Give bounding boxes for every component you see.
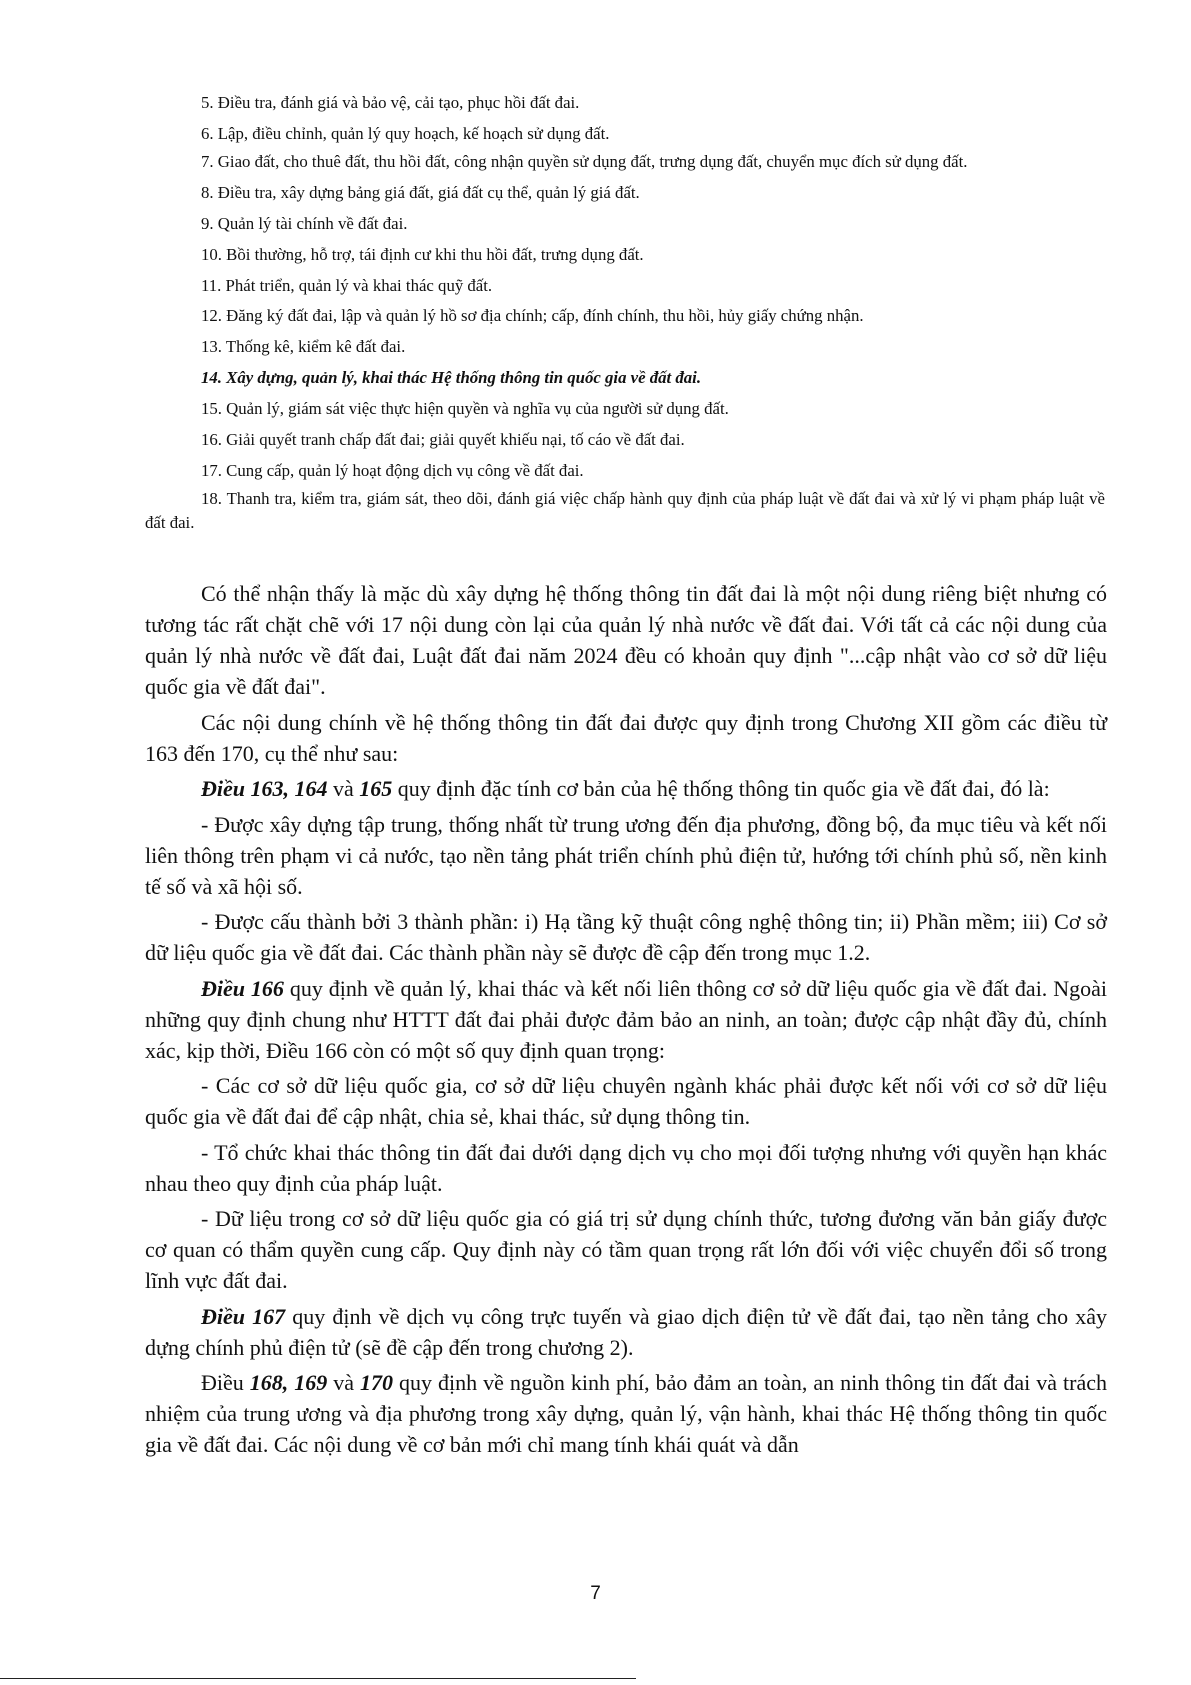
paragraph: Điều 163, 164 và 165 quy định đặc tính cơ bản của hệ thống thông tin quốc gia về đất đai, đó là: — [201, 776, 1050, 801]
article-ref: Điều 167 — [201, 1303, 286, 1329]
list-item-highlighted: 14. Xây dựng, quản lý, khai thác Hệ thống thông tin quốc gia về đất đai. — [201, 368, 702, 388]
list-item: 10. Bồi thường, hỗ trợ, tái định cư khi thu hồi đất, trưng dụng đất. — [201, 244, 644, 264]
paragraph: - Được cấu thành bởi 3 thành phần: i) Hạ tầng kỹ thuật công nghệ thông tin; ii) Phần mềm; iii) Cơ sở dữ liệu quốc gia về đất đai. Các thành phần này sẽ được đề cập đến trong mục 1.2. — [145, 909, 1107, 965]
paragraph: Điều 167 quy định về dịch vụ công trực tuyến và giao dịch điện tử về đất đai, tạo nền tảng cho xây dựng chính phủ điện tử (sẽ đề cập đến trong chương 2). — [145, 1303, 1107, 1360]
list-item: 12. Đăng ký đất đai, lập và quản lý hồ sơ địa chính; cấp, đính chính, thu hồi, hủy giấy chứng nhận. — [201, 306, 864, 326]
article-ref: 165 — [359, 776, 393, 801]
paragraph: Điều 166 quy định về quản lý, khai thác và kết nối liên thông cơ sở dữ liệu quốc gia về đất đai. Ngoài những quy định chung như HTTT đất đai phải được đảm bảo an ninh, an toàn; được cập nhật đầy đủ, chính xác, kịp thời, Điều 166 còn có một số quy định quan trọng: — [145, 975, 1108, 1063]
paragraph: - Được xây dựng tập trung, thống nhất từ trung ương đến địa phương, đồng bộ, đa mục tiêu và kết nối liên thông trên phạm vi cả nước, tạo nền tảng phát triển chính phủ điện tử, hướng tới chính phủ số, nền kinh tế số và xã hội số. — [145, 811, 1107, 899]
paragraph: - Dữ liệu trong cơ sở dữ liệu quốc gia có giá trị sử dụng chính thức, tương đương văn bản giấy được cơ quan có thẩm quyền cung cấp. Quy định này có tầm quan trọng rất lớn đối với việc chuyển đổi số trong lĩnh vực đất đai. — [145, 1206, 1107, 1293]
list-item: 17. Cung cấp, quản lý hoạt động dịch vụ công về đất đai. — [201, 460, 584, 480]
list-item: 9. Quản lý tài chính về đất đai. — [201, 213, 408, 233]
list-item: 18. Thanh tra, kiểm tra, giám sát, theo dõi, đánh giá việc chấp hành quy định của pháp luật về đất đai và xử lý vi phạm pháp luật về đất đai. — [145, 488, 1105, 532]
article-ref: Điều 163, 164 — [201, 776, 328, 801]
list-item: 16. Giải quyết tranh chấp đất đai; giải quyết khiếu nại, tố cáo về đất đai. — [201, 430, 685, 450]
paragraph: - Các cơ sở dữ liệu quốc gia, cơ sở dữ liệu chuyên ngành khác phải được kết nối với cơ sở dữ liệu quốc gia về đất đai để cập nhật, chia sẻ, khai thác, sử dụng thông tin. — [145, 1073, 1107, 1129]
list-item: 13. Thống kê, kiểm kê đất đai. — [201, 337, 406, 357]
body-text — [145, 578, 1107, 1465]
list-item: 11. Phát triển, quản lý và khai thác quỹ đất. — [201, 275, 493, 295]
article-ref: Điều 166 — [201, 975, 284, 1001]
footer-rule-segment — [596, 1678, 636, 1679]
article-ref: 168, 169 — [249, 1370, 328, 1395]
numbered-list — [145, 88, 1105, 539]
list-item: 7. Giao đất, cho thuê đất, thu hồi đất, công nhận quyền sử dụng đất, trưng dụng đất, chuyển mục đích sử dụng đất. — [201, 151, 968, 171]
paragraph: Điều 168, 169 và 170 quy định về nguồn kinh phí, bảo đảm an toàn, an ninh thông tin đất đai và trách nhiệm của trung ương và địa phương trong xây dựng, quản lý, vận hành, khai thác Hệ thống thông tin quốc gia về đất đai. Các nội dung về cơ bản mới chỉ mang tính khái quát và dẫn — [145, 1370, 1108, 1457]
list-item: 6. Lập, điều chỉnh, quản lý quy hoạch, kế hoạch sử dụng đất. — [201, 123, 610, 143]
paragraph: Các nội dung chính về hệ thống thông tin đất đai được quy định trong Chương XII gồm các điều từ 163 đến 170, cụ thể như sau: — [145, 709, 1107, 766]
paragraph: Có thể nhận thấy là mặc dù xây dựng hệ thống thông tin đất đai là một nội dung riêng biệt nhưng có tương tác rất chặt chẽ với 17 nội dung còn lại của quản lý nhà nước về đất đai. Với tất cả các nội dung của quản lý nhà nước về đất đai, Luật đất đai năm 2024 đều có khoản quy định "...cập nhật vào cơ sở dữ liệu quốc gia về đất đai". — [145, 581, 1107, 699]
list-item: 15. Quản lý, giám sát việc thực hiện quyền và nghĩa vụ của người sử dụng đất. — [201, 399, 729, 419]
paragraph: - Tổ chức khai thác thông tin đất đai dưới dạng dịch vụ cho mọi đối tượng nhưng với quyền hạn khác nhau theo quy định của pháp luật. — [145, 1139, 1107, 1196]
article-ref: 170 — [360, 1370, 394, 1395]
list-item: 5. Điều tra, đánh giá và bảo vệ, cải tạo, phục hồi đất đai. — [201, 93, 580, 112]
page-number: 7 — [590, 1583, 601, 1604]
list-item: 8. Điều tra, xây dựng bảng giá đất, giá đất cụ thể, quản lý giá đất. — [201, 182, 640, 202]
footer-rule — [0, 1678, 602, 1679]
